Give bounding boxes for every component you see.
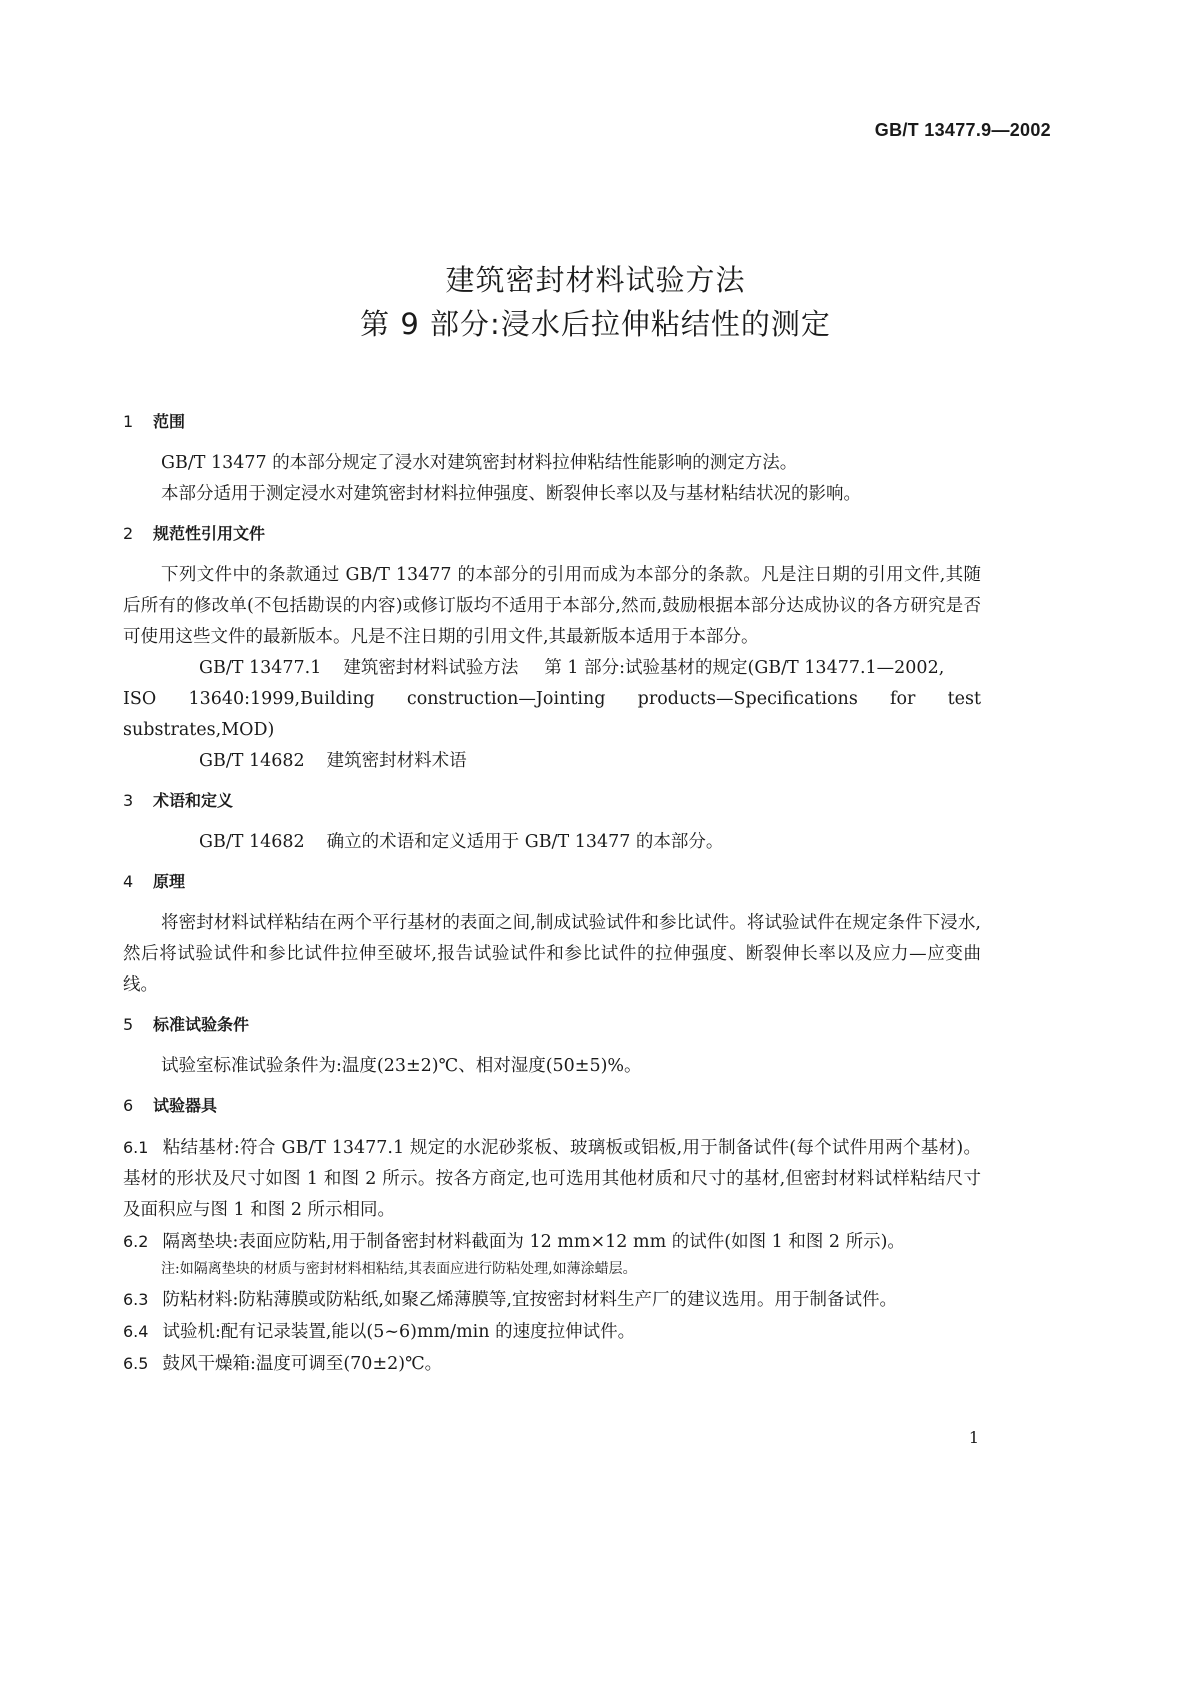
section-title: 术语和定义 xyxy=(153,791,234,810)
section-heading xyxy=(123,870,981,894)
section-test-conditions xyxy=(123,1013,981,1082)
paragraph: GB/T 13477 的本部分规定了浸水对建筑密封材料拉伸粘结性能影响的测定方法。 xyxy=(161,453,798,473)
reference-code: GB/T 14682 xyxy=(199,832,305,852)
reference-code: GB/T 14682 xyxy=(199,751,305,771)
clause-text: 试验机:配有记录装置,能以(5~6)mm/min 的速度拉伸试件。 xyxy=(162,1322,636,1342)
clause-text: 隔离垫块:表面应防粘,用于制备密封材料截面为 12 mm×12 mm 的试件(如图 1 和图 2 所示)。 xyxy=(162,1232,905,1252)
paragraph: 下列文件中的条款通过 GB/T 13477 的本部分的引用而成为本部分的条款。凡是注日期的引用文件,其随后所有的修改单(不包括勘误的内容)或修订版均不适用于本部分,然而,鼓励根据本部分达成协议的各方研究是否可使用这些文件的最新版本。凡是不注日期的引用文件,其最新版本适用于本部分。 xyxy=(123,565,981,647)
reference-item xyxy=(123,746,981,777)
clause-text: 防粘材料:防粘薄膜或防粘纸,如聚乙烯薄膜等,宜按密封材料生产厂的建议选用。用于制备试件。 xyxy=(162,1290,897,1310)
section-title: 标准试验条件 xyxy=(153,1015,250,1034)
reference-title: 建筑密封材料术语 xyxy=(326,751,467,771)
section-heading xyxy=(123,789,981,813)
clause-6-3 xyxy=(123,1284,981,1316)
clause-6-2 xyxy=(123,1226,981,1258)
section-principle xyxy=(123,870,981,1001)
section-number: 2 xyxy=(123,524,134,543)
clause-text: 粘结基材:符合 GB/T 13477.1 规定的水泥砂浆板、玻璃板或铝板,用于制备试件(每个试件用两个基材)。基材的形状及尺寸如图 1 和图 2 所示。按各方商定,也可选用其他材质和尺寸的基材,但密封材料试样粘结尺寸及面积应与图 1 和图 2 所示相同。 xyxy=(123,1138,981,1220)
section-heading xyxy=(123,1094,981,1118)
section-number: 5 xyxy=(123,1015,134,1034)
standard-number: GB/T 13477.9—2002 xyxy=(874,120,1051,140)
clause-number: 6.3 xyxy=(123,1290,149,1309)
clause-number: 6.1 xyxy=(123,1138,149,1157)
section-title: 试验器具 xyxy=(153,1096,218,1115)
clause-number: 6.2 xyxy=(123,1232,149,1251)
clause-text: 鼓风干燥箱:温度可调至(70±2)℃。 xyxy=(162,1354,443,1374)
paragraph-text: 确立的术语和定义适用于 GB/T 13477 的本部分。 xyxy=(326,832,724,852)
section-apparatus xyxy=(123,1094,981,1380)
section-number: 6 xyxy=(123,1096,134,1115)
section-normative-references xyxy=(123,522,981,777)
page-number: 1 xyxy=(968,1428,979,1447)
clause-6-1 xyxy=(123,1132,981,1226)
section-heading xyxy=(123,1013,981,1037)
document-title: 建筑密封材料试验方法 xyxy=(445,263,746,297)
paragraph: 将密封材料试样粘结在两个平行基材的表面之间,制成试验试件和参比试件。将试验试件在规定条件下浸水,然后将试验试件和参比试件拉伸至破坏,报告试验试件和参比试件的拉伸强度、断裂伸长率以及应力—应变曲线。 xyxy=(123,913,981,995)
reference-part: 第 1 部分:试验基材的规定(GB/T 13477.1—2002, xyxy=(544,658,945,678)
clause-number: 6.4 xyxy=(123,1322,149,1341)
paragraph xyxy=(123,827,981,858)
clause-number: 6.5 xyxy=(123,1354,149,1373)
document-body xyxy=(123,410,981,1392)
section-title: 原理 xyxy=(153,872,186,891)
section-number: 3 xyxy=(123,791,134,810)
document-subtitle: 第 9 部分:浸水后拉伸粘结性的测定 xyxy=(360,307,831,341)
reference-continuation: ISO 13640:1999,Building construction—Jointing products—Specifications for test substrates,MOD) xyxy=(123,689,981,740)
clause-6-4 xyxy=(123,1316,981,1348)
section-title: 范围 xyxy=(153,412,186,431)
reference-code: GB/T 13477.1 xyxy=(199,658,322,678)
paragraph: 试验室标准试验条件为:温度(23±2)℃、相对湿度(50±5)%。 xyxy=(161,1056,642,1076)
section-heading xyxy=(123,522,981,546)
clause-6-5 xyxy=(123,1348,981,1380)
section-scope xyxy=(123,410,981,510)
section-terms xyxy=(123,789,981,858)
paragraph: 本部分适用于测定浸水对建筑密封材料拉伸强度、断裂伸长率以及与基材粘结状况的影响。 xyxy=(161,484,861,504)
reference-item xyxy=(123,653,981,684)
section-heading xyxy=(123,410,981,434)
reference-title: 建筑密封材料试验方法 xyxy=(343,658,519,678)
clause-note: 注:如隔离垫块的材质与密封材料相粘结,其表面应进行防粘处理,如薄涂蜡层。 xyxy=(161,1261,637,1277)
section-number: 1 xyxy=(123,412,134,431)
section-title: 规范性引用文件 xyxy=(153,524,266,543)
section-number: 4 xyxy=(123,872,134,891)
